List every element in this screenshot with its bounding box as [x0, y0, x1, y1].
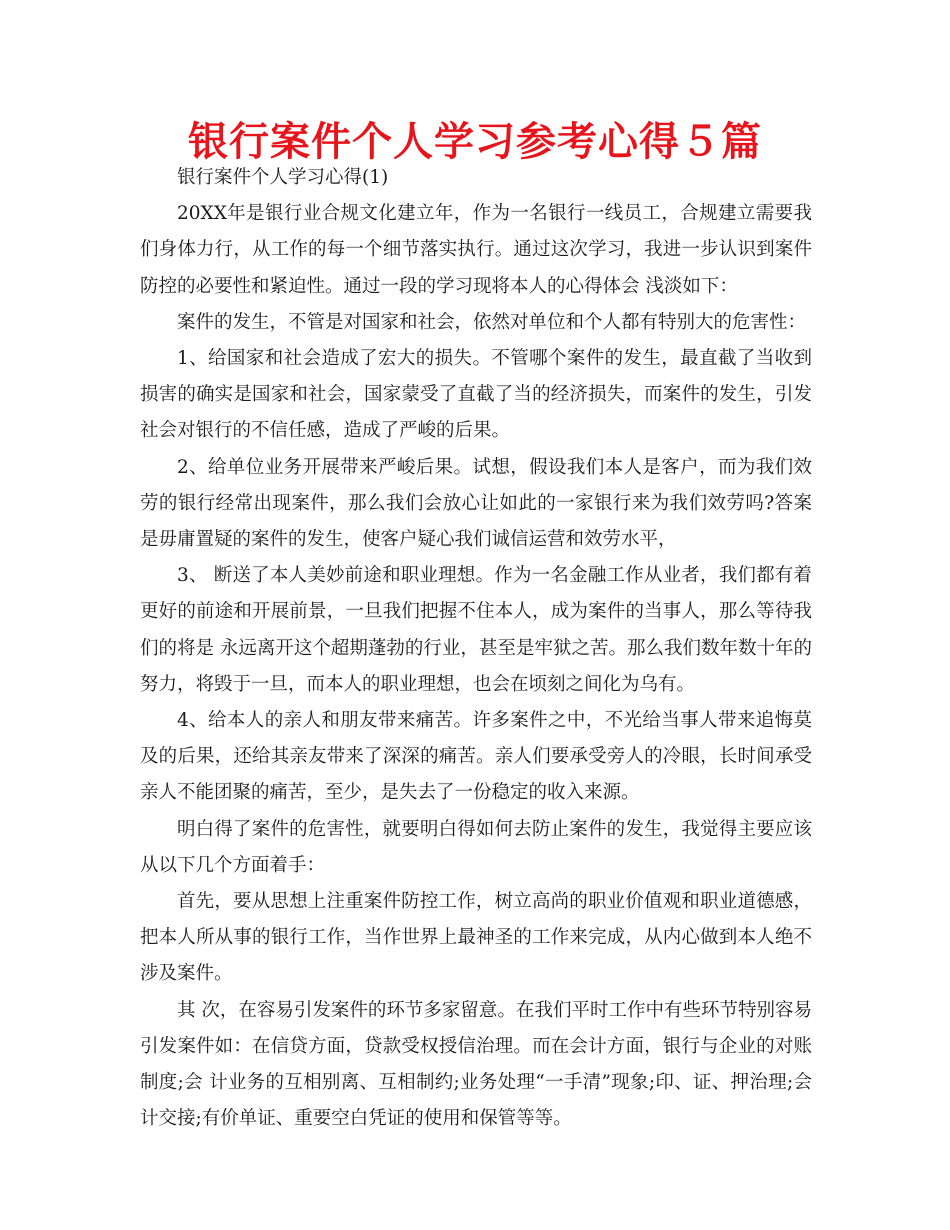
paragraph-harm-summary: 案件的发生，不管是对国家和社会，依然对单位和个人都有特别大的危害性：: [177, 311, 807, 333]
section-heading: 银行案件个人学习心得(1): [177, 167, 389, 188]
paragraph-point-3: 3、 断送了本人美妙前途和职业理想。作为一名金融工作从业者，我们都有着更好的前途和开展前景，一旦我们把握不住本人，成为案件的当事人，那么等待我们的将是 永远离开这个超期蓬勃的行业，甚至是牢狱之苦。那么我们数年数十年的努力，将毁于一旦，而本人的职业理想，也会在顷刻之间化为乌有。: [140, 565, 812, 695]
document-title: 银行案件个人学习参考心得５篇: [188, 119, 762, 165]
paragraph-point-4: 4、给本人的亲人和朋友带来痛苦。许多案件之中，不光给当事人带来追悔莫及的后果，还给其亲友带来了深深的痛苦。亲人们要承受旁人的冷眼，长时间承受亲人不能团聚的痛苦，至少，是失去了一份稳定的收入来源。: [140, 710, 812, 804]
paragraph-first: 首先，要从思想上注重案件防控工作，树立高尚的职业价值观和职业道德感，把本人所从事的银行工作，当作世界上最神圣的工作来完成，从内心做到本人绝不涉及案件。: [140, 891, 812, 985]
document-body: [140, 160, 812, 1137]
paragraph-prevention-intro: 明白得了案件的危害性，就要明白得如何去防止案件的发生，我觉得主要应该从以下几个方面着手：: [140, 818, 812, 876]
paragraph-point-2: 2、给单位业务开展带来严峻后果。试想，假设我们本人是客户，而为我们效劳的银行经常出现案件，那么我们会放心让如此的一家银行来为我们效劳吗?答案是毋庸置疑的案件的发生，使客户疑心我们诚信运营和效劳水平，: [140, 456, 812, 551]
paragraph-intro: 20XX年是银行业合规文化建立年，作为一名银行一线员工，合规建立需要我们身体力行，从工作的每一个细节落实执行。通过这次学习，我进一步认识到案件防控的必要性和紧迫性。通过一段的学习现将本人的心得体会 浅淡如下：: [140, 203, 812, 297]
paragraph-point-1: 1、给国家和社会造成了宏大的损失。不管哪个案件的发生，最直截了当收到损害的确实是国家和社会，国家蒙受了直截了当的经济损失，而案件的发生，引发社会对银行的不信任感，造成了严峻的后果。: [140, 348, 812, 442]
paragraph-second: 其 次，在容易引发案件的环节多家留意。在我们平时工作中有些环节特别容易引发案件如：在信贷方面，贷款受权授信治理。而在会计方面，银行与企业的对账制度;会 计业务的互相别离、互相制约;业务处理“一手清”现象;印、证、押治理;会计交接;有价单证、重要空白凭证的使用和保管等等。: [140, 999, 812, 1130]
